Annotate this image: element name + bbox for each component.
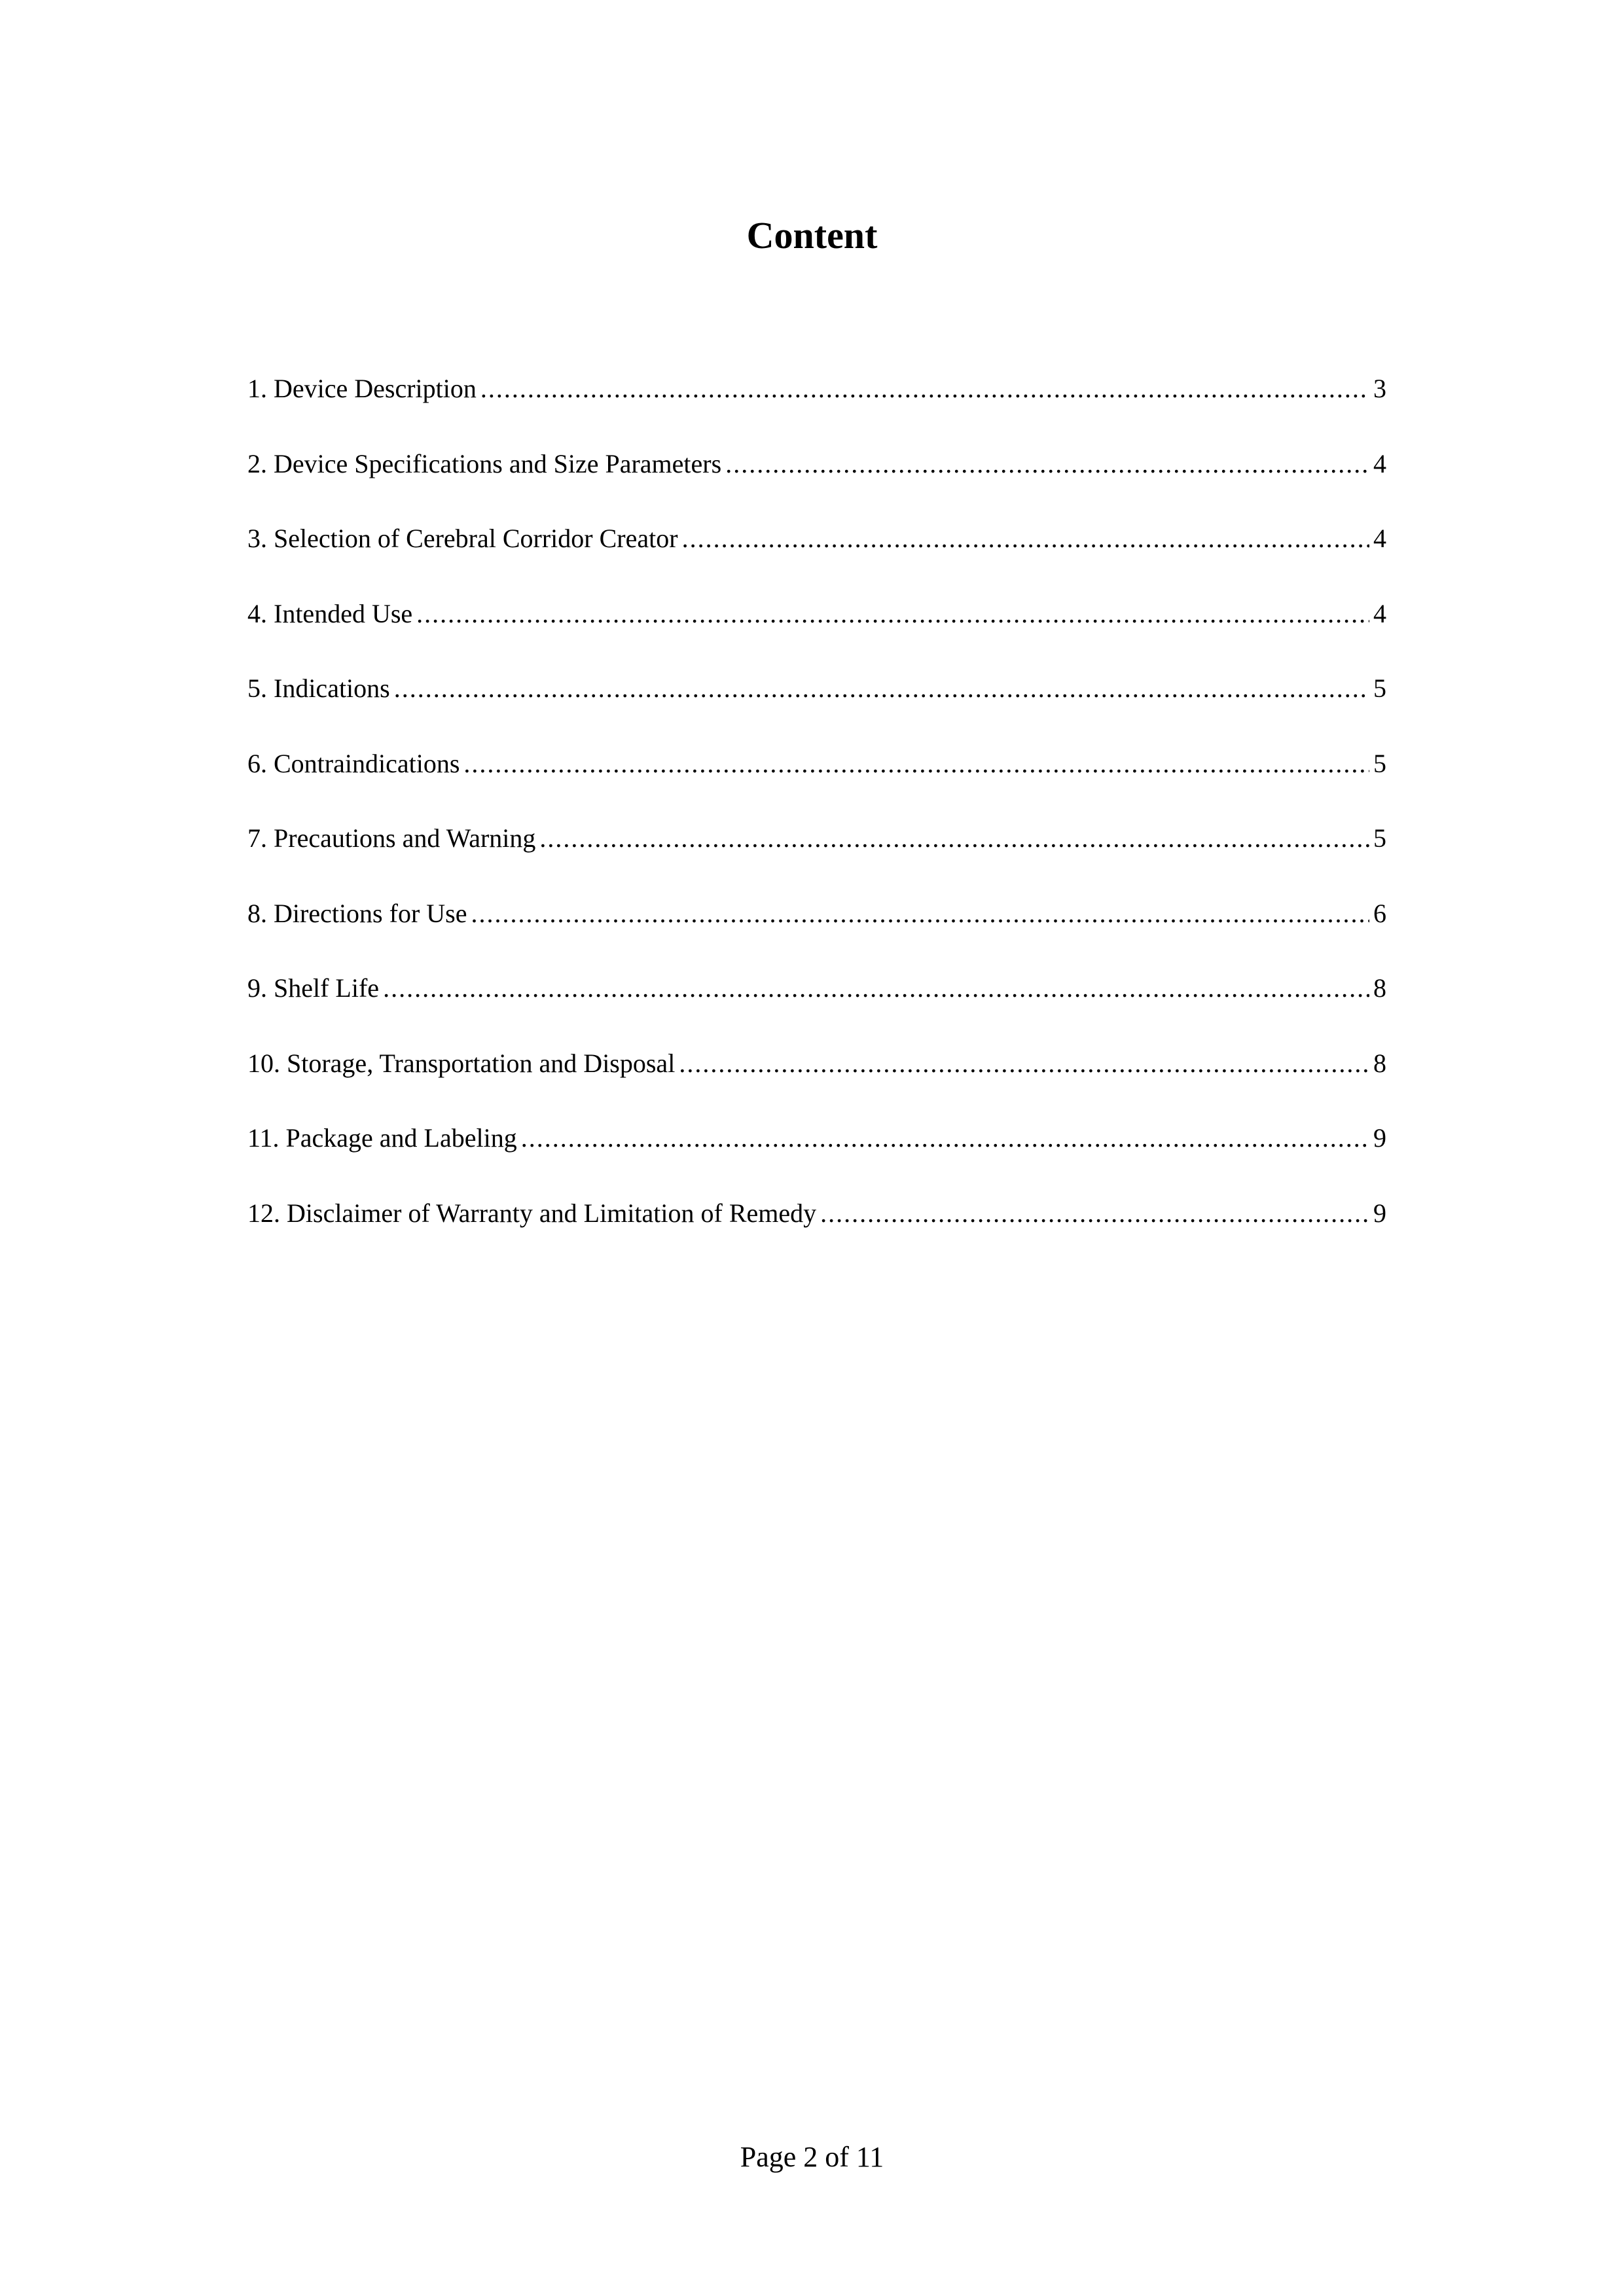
toc-dot-leader xyxy=(820,1198,1369,1229)
toc-entry-disclaimer[interactable] xyxy=(247,1198,1386,1273)
toc-dot-leader xyxy=(463,748,1369,780)
toc-dot-leader xyxy=(383,973,1369,1004)
page-footer: Page 2 of 11 xyxy=(740,2141,884,2173)
toc-entry-selection[interactable] xyxy=(247,523,1386,598)
toc-entry-device-description[interactable] xyxy=(247,373,1386,448)
toc-dot-leader xyxy=(539,823,1369,854)
toc-entry-page-number: 9 xyxy=(1373,1198,1386,1228)
toc-dot-leader xyxy=(480,373,1369,404)
toc-entry-label: 1. Device Description xyxy=(247,374,477,403)
toc-entry-page-number: 8 xyxy=(1373,1048,1386,1078)
toc-dot-leader xyxy=(471,898,1369,929)
table-of-contents xyxy=(247,373,1386,1272)
toc-entry-label: 3. Selection of Cerebral Corridor Creator xyxy=(247,524,678,553)
toc-entry-package[interactable] xyxy=(247,1122,1386,1198)
toc-entry-label: 6. Contraindications xyxy=(247,748,460,778)
toc-entry-label: 4. Intended Use xyxy=(247,598,413,628)
toc-dot-leader xyxy=(725,448,1369,480)
toc-entry-label: 11. Package and Labeling xyxy=(247,1123,517,1153)
toc-entry-shelf-life[interactable] xyxy=(247,973,1386,1048)
toc-entry-page-number: 3 xyxy=(1373,374,1386,403)
toc-dot-leader xyxy=(682,523,1369,554)
toc-entry-precautions[interactable] xyxy=(247,823,1386,898)
toc-entry-device-specifications[interactable] xyxy=(247,448,1386,524)
toc-entry-page-number: 5 xyxy=(1373,673,1386,703)
toc-dot-leader xyxy=(416,598,1369,630)
toc-entry-page-number: 4 xyxy=(1373,598,1386,628)
toc-dot-leader xyxy=(394,673,1369,704)
toc-entry-label: 8. Directions for Use xyxy=(247,898,467,928)
toc-entry-page-number: 5 xyxy=(1373,748,1386,778)
toc-entry-label: 10. Storage, Transportation and Disposal xyxy=(247,1048,676,1078)
toc-entry-page-number: 4 xyxy=(1373,524,1386,553)
toc-entry-label: 7. Precautions and Warning xyxy=(247,823,536,853)
toc-entry-directions[interactable] xyxy=(247,898,1386,973)
page-title: Content xyxy=(746,214,878,257)
toc-entry-storage[interactable] xyxy=(247,1048,1386,1123)
toc-dot-leader xyxy=(679,1048,1369,1079)
toc-entry-page-number: 9 xyxy=(1373,1123,1386,1153)
toc-entry-page-number: 6 xyxy=(1373,898,1386,928)
toc-entry-label: 5. Indications xyxy=(247,673,390,703)
toc-entry-contraindications[interactable] xyxy=(247,748,1386,823)
toc-entry-page-number: 8 xyxy=(1373,973,1386,1003)
toc-entry-page-number: 4 xyxy=(1373,448,1386,478)
toc-entry-page-number: 5 xyxy=(1373,823,1386,853)
toc-dot-leader xyxy=(521,1122,1369,1154)
toc-entry-indications[interactable] xyxy=(247,673,1386,748)
toc-entry-label: 12. Disclaimer of Warranty and Limitation of Remedy xyxy=(247,1198,817,1228)
toc-entry-label: 9. Shelf Life xyxy=(247,973,380,1003)
toc-entry-label: 2. Device Specifications and Size Parameters xyxy=(247,448,722,478)
toc-entry-intended-use[interactable] xyxy=(247,598,1386,673)
